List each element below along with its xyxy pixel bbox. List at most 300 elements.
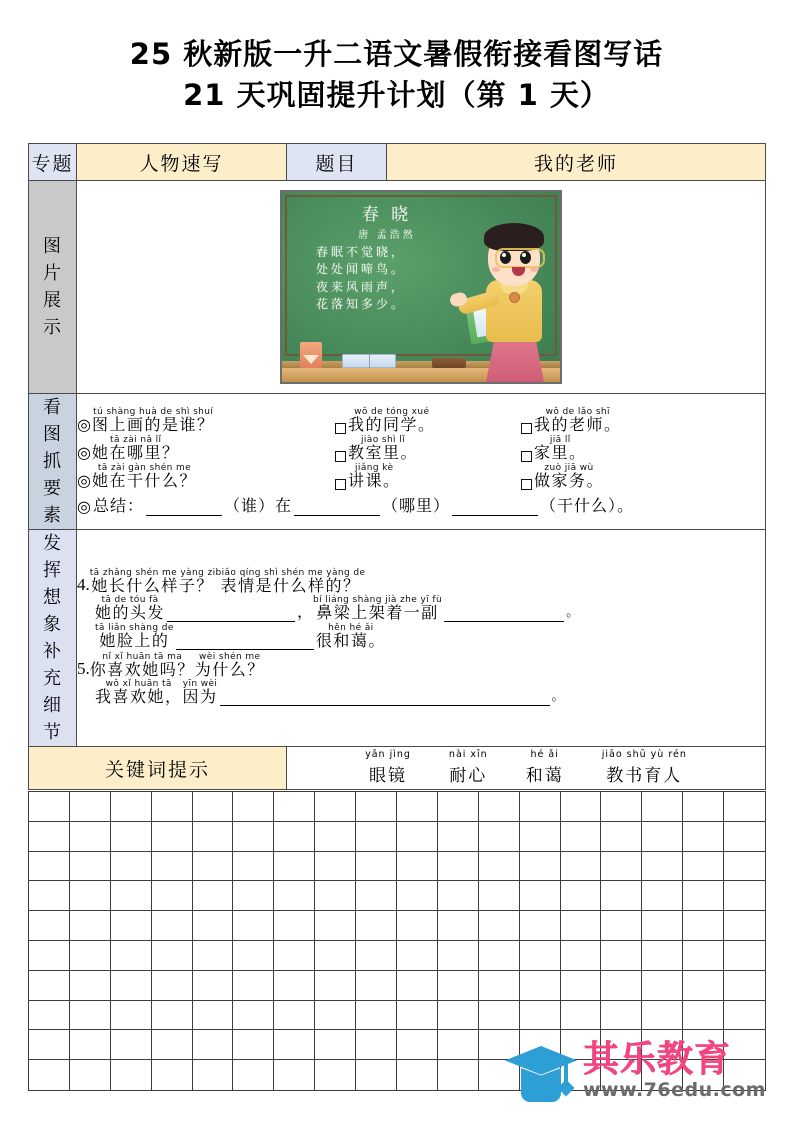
grid-cell[interactable]	[438, 1001, 479, 1031]
grid-cell[interactable]	[683, 792, 724, 822]
question-row	[77, 464, 765, 490]
question-stem	[77, 436, 335, 462]
pencil-cup-icon	[300, 342, 322, 368]
grid-cell[interactable]	[152, 852, 193, 882]
grid-cell[interactable]	[561, 1001, 602, 1031]
hanzi: 图上画的是谁？	[91, 416, 215, 434]
grid-cell[interactable]	[438, 822, 479, 852]
grid-cell[interactable]	[601, 792, 642, 822]
grid-cell[interactable]	[29, 911, 70, 941]
grid-cell[interactable]	[70, 911, 111, 941]
hanzi: 我喜欢她，	[95, 688, 183, 706]
grid-cell[interactable]	[356, 911, 397, 941]
grid-cell[interactable]	[642, 822, 683, 852]
grid-cell[interactable]	[193, 971, 234, 1001]
grid-cell[interactable]	[315, 911, 356, 941]
topic-label: 专题	[29, 144, 77, 181]
grid-cell[interactable]	[561, 941, 602, 971]
question-stem	[77, 464, 335, 490]
picture-cell	[77, 181, 766, 394]
grid-cell[interactable]	[642, 911, 683, 941]
hanzi: 你喜欢她吗？	[89, 661, 195, 679]
grid-cell[interactable]	[642, 941, 683, 971]
keyword-row	[29, 747, 766, 790]
grid-cell[interactable]	[724, 971, 765, 1001]
checkbox[interactable]	[521, 479, 532, 490]
question-number: 4.	[77, 574, 90, 594]
grid-cell[interactable]	[152, 822, 193, 852]
subject-value: 我的老师	[387, 144, 766, 181]
grid-cell[interactable]	[274, 881, 315, 911]
grid-cell[interactable]	[233, 971, 274, 1001]
grid-cell[interactable]	[520, 1001, 561, 1031]
grid-cell[interactable]	[438, 881, 479, 911]
grid-cell[interactable]	[724, 822, 765, 852]
grid-cell[interactable]	[70, 1060, 111, 1090]
hanzi: 讲课。	[348, 472, 401, 490]
grid-cell[interactable]	[233, 792, 274, 822]
section-label-grab	[29, 394, 77, 530]
grid-cell[interactable]	[438, 971, 479, 1001]
grid-cell[interactable]	[29, 852, 70, 882]
grid-cell[interactable]	[520, 822, 561, 852]
grid-cell[interactable]	[111, 971, 152, 1001]
stem-ruby	[92, 436, 180, 462]
q4-ruby-2	[215, 569, 365, 595]
grid-cell[interactable]	[315, 1001, 356, 1031]
grid-cell[interactable]	[274, 792, 315, 822]
stem-ruby	[92, 408, 215, 434]
keyword-item	[526, 749, 564, 786]
grid-cell[interactable]	[601, 911, 642, 941]
grid-cell[interactable]	[397, 911, 438, 941]
grid-cell[interactable]	[152, 1060, 193, 1090]
grid-cell[interactable]	[683, 1001, 724, 1031]
grid-cell[interactable]	[29, 822, 70, 852]
grid-cell[interactable]	[479, 881, 520, 911]
grid-cell[interactable]	[724, 881, 765, 911]
summary-blank-where[interactable]	[294, 500, 380, 516]
option-ruby	[534, 464, 604, 490]
picture-row	[29, 181, 766, 394]
hanzi: 我的同学。	[348, 416, 436, 434]
section-label-imagine	[29, 530, 77, 747]
summary-blank-who[interactable]	[146, 500, 222, 516]
grid-cell[interactable]	[152, 1001, 193, 1031]
grid-cell[interactable]	[274, 1030, 315, 1060]
open-book-icon	[342, 354, 396, 368]
grid-cell[interactable]	[193, 1060, 234, 1090]
grid-cell[interactable]	[152, 941, 193, 971]
summary-part1: （谁）在	[223, 497, 292, 515]
poem-line: 夜来风雨声，	[316, 279, 407, 294]
grid-cell[interactable]	[438, 911, 479, 941]
grid-cell[interactable]	[233, 1001, 274, 1031]
pinyin: tā zài gàn shén me	[97, 462, 192, 473]
checkbox[interactable]	[335, 451, 346, 462]
grid-cell[interactable]	[233, 822, 274, 852]
grid-cell[interactable]	[315, 971, 356, 1001]
pinyin: biǎo qíng shì shén me yàng de	[215, 567, 366, 578]
grid-cell[interactable]	[683, 911, 724, 941]
grid-cell[interactable]	[193, 852, 234, 882]
checkbox[interactable]	[521, 451, 532, 462]
grid-cell[interactable]	[193, 1030, 234, 1060]
grid-cell[interactable]	[193, 881, 234, 911]
option-ruby	[534, 436, 587, 462]
fill-ruby	[95, 596, 165, 622]
grid-cell[interactable]	[152, 1030, 193, 1060]
hanzi: 和蔼	[525, 766, 564, 785]
grid-cell[interactable]	[397, 852, 438, 882]
hanzi: 教书育人	[606, 766, 683, 785]
poem-line: 春眠不觉晓，	[316, 245, 407, 259]
pinyin: wǒ de lǎo shī	[545, 406, 610, 417]
grid-cell[interactable]	[70, 822, 111, 852]
grid-cell[interactable]	[274, 852, 315, 882]
period: 。	[566, 603, 580, 619]
q4-fill-line-1	[95, 596, 765, 622]
hanzi: 她的头发	[95, 604, 166, 622]
grid-cell[interactable]	[70, 852, 111, 882]
grid-cell[interactable]	[111, 941, 152, 971]
grid-cell[interactable]	[642, 881, 683, 911]
hanzi: 做家务。	[534, 472, 605, 490]
keyword-list-cell	[287, 747, 766, 790]
grid-cell[interactable]	[397, 1060, 438, 1090]
grid-cell[interactable]	[601, 941, 642, 971]
grid-cell[interactable]	[29, 881, 70, 911]
grid-cell[interactable]	[193, 792, 234, 822]
pinyin: hěn hé ǎi	[328, 622, 374, 633]
grid-cell[interactable]	[397, 1001, 438, 1031]
option-choice[interactable]	[335, 408, 521, 434]
worksheet-table	[28, 143, 766, 790]
grid-cell[interactable]	[111, 1060, 152, 1090]
poem-text	[302, 200, 472, 314]
grid-cell[interactable]	[642, 971, 683, 1001]
grid-cell[interactable]	[683, 941, 724, 971]
option-ruby	[348, 436, 418, 462]
pinyin: wǒ de tóng xué	[354, 406, 430, 417]
section-label-picture	[29, 181, 77, 394]
grid-cell[interactable]	[438, 941, 479, 971]
grid-cell[interactable]	[233, 1030, 274, 1060]
brand-url: www.76edu.com	[583, 1079, 766, 1102]
fill-ruby	[95, 680, 183, 706]
poem-line: 花落知多少。	[316, 297, 407, 312]
grid-cell[interactable]	[724, 941, 765, 971]
title-line-2: 21 天巩固提升计划（第 1 天）	[183, 78, 610, 113]
grid-cell[interactable]	[724, 792, 765, 822]
brand-name: 其乐教育	[583, 1038, 732, 1080]
grid-cell[interactable]	[520, 852, 561, 882]
teacher-cheek	[492, 267, 500, 272]
grid-cell[interactable]	[479, 852, 520, 882]
teacher-bangs	[484, 223, 544, 251]
logo-text	[583, 1038, 766, 1102]
grid-cell[interactable]	[683, 852, 724, 882]
keyword-list	[287, 747, 765, 789]
grid-cell[interactable]	[356, 852, 397, 882]
question-number: 5.	[77, 658, 90, 678]
grid-cell[interactable]	[397, 971, 438, 1001]
bullet-icon: ◎	[77, 498, 92, 516]
header-row	[29, 144, 766, 181]
grid-cell[interactable]	[479, 911, 520, 941]
grid-cell[interactable]	[152, 911, 193, 941]
grid-cell[interactable]	[233, 881, 274, 911]
grid-cell[interactable]	[520, 911, 561, 941]
hanzi: 表情是什么样的？	[220, 577, 361, 595]
option-choice[interactable]	[521, 436, 587, 462]
grid-cell[interactable]	[356, 822, 397, 852]
checkbox[interactable]	[335, 479, 346, 490]
fill-blank-glasses[interactable]	[444, 606, 564, 622]
pinyin: tā zhǎng shén me yàng zi	[89, 567, 216, 578]
hanzi: 家里。	[534, 444, 587, 462]
grid-cell[interactable]	[315, 822, 356, 852]
hanzi: 耐心	[449, 766, 488, 785]
pinyin: nài xīn	[448, 749, 488, 760]
imagination-cell	[77, 530, 766, 747]
pinyin: tā liǎn shàng de	[95, 622, 174, 633]
grid-cell[interactable]	[111, 911, 152, 941]
pinyin: yǎn jìng	[365, 749, 411, 760]
pinyin: yīn wèi	[182, 678, 218, 689]
pinyin: wǒ xǐ huān tā	[105, 678, 172, 689]
worksheet-title	[0, 0, 793, 116]
grid-cell[interactable]	[601, 822, 642, 852]
fill-ruby	[313, 596, 442, 622]
grid-cell[interactable]	[438, 792, 479, 822]
pinyin: tā de tóu fà	[101, 594, 159, 605]
option-choice[interactable]	[521, 464, 604, 490]
pinyin: jiāo shū yù rén	[601, 749, 687, 760]
grid-cell[interactable]	[356, 971, 397, 1001]
fill-blank-hair[interactable]	[167, 606, 295, 622]
grid-cell[interactable]	[397, 881, 438, 911]
grid-cell[interactable]	[356, 941, 397, 971]
grid-cell[interactable]	[520, 941, 561, 971]
grid-cell[interactable]	[70, 792, 111, 822]
grid-cell[interactable]	[193, 941, 234, 971]
grid-cell[interactable]	[642, 792, 683, 822]
grid-cell[interactable]	[274, 1060, 315, 1090]
grid-cell[interactable]	[70, 1001, 111, 1031]
grid-cell[interactable]	[601, 971, 642, 1001]
grid-cell[interactable]	[111, 852, 152, 882]
q5-fill-line	[95, 680, 765, 706]
grab-elements-row	[29, 394, 766, 530]
grid-cell[interactable]	[356, 792, 397, 822]
fill-ruby	[183, 680, 218, 706]
grid-cell[interactable]	[520, 881, 561, 911]
grid-cell[interactable]	[315, 792, 356, 822]
grid-cell[interactable]	[111, 792, 152, 822]
pinyin: nǐ xǐ huān tā ma	[102, 651, 183, 662]
grid-cell[interactable]	[561, 911, 602, 941]
grid-cell[interactable]	[315, 1060, 356, 1090]
pinyin: hé ǎi	[530, 749, 559, 760]
bullet-icon: ◎	[77, 472, 91, 490]
grid-cell[interactable]	[479, 971, 520, 1001]
pinyin: jiǎng kè	[355, 462, 394, 473]
summary-blank-what[interactable]	[452, 500, 538, 516]
grid-cell[interactable]	[397, 822, 438, 852]
grid-cell[interactable]	[601, 852, 642, 882]
fill-blank-face[interactable]	[176, 634, 314, 650]
teacher-button	[510, 293, 519, 302]
hanzi: 教室里。	[348, 444, 419, 462]
grid-cell[interactable]	[683, 881, 724, 911]
poem-line: 处处闻啼鸟。	[316, 262, 407, 277]
question-stem	[77, 408, 335, 434]
grid-cell[interactable]	[356, 1060, 397, 1090]
grid-cell[interactable]	[233, 1060, 274, 1090]
bullet-icon: ◎	[77, 444, 91, 462]
grid-cell[interactable]	[315, 852, 356, 882]
hanzi: 因为	[182, 688, 218, 706]
period: 。	[551, 687, 565, 703]
grid-cell[interactable]	[397, 1030, 438, 1060]
grid-cell[interactable]	[274, 822, 315, 852]
section-label-imagine-text: 发挥想象补充细节	[43, 533, 62, 742]
poem-author: 唐 孟浩然	[358, 230, 416, 241]
fill-blank-reason[interactable]	[220, 690, 550, 706]
grid-cell[interactable]	[29, 1060, 70, 1090]
grid-cell[interactable]	[152, 881, 193, 911]
grid-cell[interactable]	[233, 911, 274, 941]
grid-cell[interactable]	[29, 792, 70, 822]
grid-cell[interactable]	[642, 852, 683, 882]
q5-ruby-2	[195, 653, 265, 679]
grid-cell[interactable]	[315, 1030, 356, 1060]
grid-cell[interactable]	[70, 971, 111, 1001]
grid-cell[interactable]	[193, 911, 234, 941]
fill-ruby	[316, 624, 386, 650]
grid-cell[interactable]	[479, 822, 520, 852]
grid-cell[interactable]	[274, 971, 315, 1001]
grid-cell[interactable]	[683, 822, 724, 852]
grid-cell[interactable]	[479, 792, 520, 822]
pinyin: tú shàng huà de shì shuí	[93, 406, 214, 417]
option-choice[interactable]	[335, 436, 521, 462]
hanzi: 她在哪里？	[91, 444, 180, 462]
grid-cell[interactable]	[520, 792, 561, 822]
grid-cell[interactable]	[193, 1001, 234, 1031]
grid-cell[interactable]	[724, 1001, 765, 1031]
grid-cell[interactable]	[438, 1030, 479, 1060]
keyword-label: 关键词提示	[29, 747, 287, 790]
grid-cell[interactable]	[601, 1001, 642, 1031]
pinyin: jiā lǐ	[549, 434, 571, 445]
grid-cell[interactable]	[561, 852, 602, 882]
grid-cell[interactable]	[561, 971, 602, 1001]
grid-cell[interactable]	[683, 971, 724, 1001]
graduation-cap-icon	[505, 1040, 577, 1102]
grid-cell[interactable]	[29, 971, 70, 1001]
grid-cell[interactable]	[29, 941, 70, 971]
title-line-1: 25 秋新版一升二语文暑假衔接看图写话	[129, 37, 664, 71]
grid-cell[interactable]	[111, 881, 152, 911]
grid-cell[interactable]	[111, 1030, 152, 1060]
grid-cell[interactable]	[152, 971, 193, 1001]
grid-cell[interactable]	[438, 852, 479, 882]
checkbox[interactable]	[521, 423, 532, 434]
option-choice[interactable]	[335, 464, 521, 490]
summary-prefix: 总结：	[92, 497, 144, 515]
hanzi: 她长什么样子？	[91, 577, 214, 595]
grid-cell[interactable]	[479, 1001, 520, 1031]
question-4	[77, 569, 765, 595]
grid-cell[interactable]	[479, 941, 520, 971]
grid-cell[interactable]	[561, 822, 602, 852]
summary-part3: （干什么）。	[540, 497, 635, 515]
q4-fill-line-2	[95, 624, 765, 650]
grid-cell[interactable]	[438, 1060, 479, 1090]
grid-cell[interactable]	[561, 881, 602, 911]
grid-cell[interactable]	[356, 1001, 397, 1031]
grid-cell[interactable]	[193, 822, 234, 852]
grid-cell[interactable]	[111, 1001, 152, 1031]
pinyin: tā zài nǎ lǐ	[110, 434, 162, 445]
classroom-illustration	[280, 190, 562, 384]
grid-cell[interactable]	[111, 822, 152, 852]
grid-cell[interactable]	[561, 792, 602, 822]
grid-cell[interactable]	[233, 852, 274, 882]
grid-cell[interactable]	[356, 1030, 397, 1060]
grid-cell[interactable]	[642, 1001, 683, 1031]
grid-cell[interactable]	[315, 881, 356, 911]
grid-cell[interactable]	[29, 1030, 70, 1060]
hanzi: 鼻梁上架着一副	[316, 604, 439, 622]
grid-cell[interactable]	[601, 881, 642, 911]
option-ruby	[348, 408, 436, 434]
grid-cell[interactable]	[274, 941, 315, 971]
fill-ruby	[95, 624, 174, 650]
grid-cell[interactable]	[70, 941, 111, 971]
grid-cell[interactable]	[152, 792, 193, 822]
pinyin: jiào shì lǐ	[360, 434, 406, 445]
grid-cell[interactable]	[70, 881, 111, 911]
grid-cell[interactable]	[233, 941, 274, 971]
grid-cell[interactable]	[274, 911, 315, 941]
question-row	[77, 408, 765, 434]
grid-cell[interactable]	[520, 971, 561, 1001]
keyword-item	[365, 749, 411, 786]
bullet-icon: ◎	[77, 416, 91, 434]
option-ruby	[534, 408, 622, 434]
stem-ruby	[92, 464, 197, 490]
checkbox[interactable]	[335, 423, 346, 434]
option-choice[interactable]	[521, 408, 622, 434]
q5-ruby-1	[90, 653, 195, 679]
summary-row	[77, 493, 765, 516]
question-row	[77, 436, 765, 462]
grid-cell[interactable]	[315, 941, 356, 971]
section-label-picture-text: 图片展示	[43, 236, 62, 337]
grid-cell[interactable]	[274, 1001, 315, 1031]
grid-cell[interactable]	[724, 852, 765, 882]
grid-cell[interactable]	[70, 1030, 111, 1060]
grid-cell[interactable]	[397, 792, 438, 822]
grid-cell[interactable]	[724, 911, 765, 941]
grid-cell[interactable]	[29, 1001, 70, 1031]
grid-cell[interactable]	[356, 881, 397, 911]
grid-cell[interactable]	[397, 941, 438, 971]
brand-logo	[505, 1032, 775, 1110]
